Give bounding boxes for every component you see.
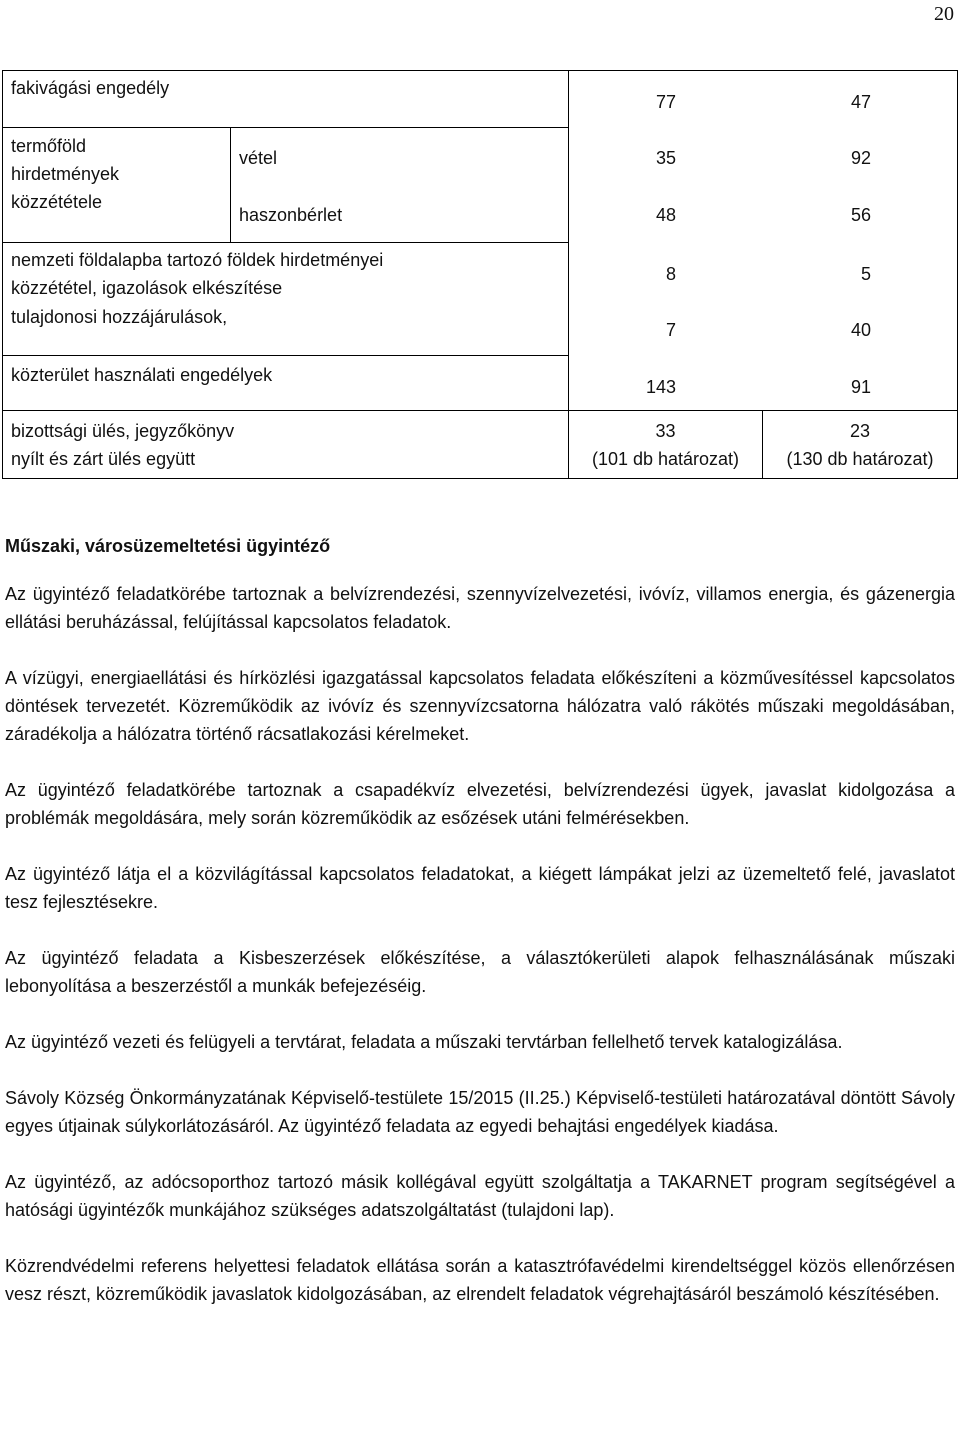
value-bizottsagi-b-note: (130 db határozat) bbox=[786, 449, 934, 469]
row-label-termofold-1: termőföld bbox=[11, 136, 87, 156]
paragraph: A vízügyi, energiaellátási és hírközlési igazgatással kapcsolatos feladata előkészíteni a közművesítéssel kapcsolatos döntések tervezetét. Közreműködik az ivóvíz és szennyvízcsatorna hálózatra való rákötés műszaki megoldásában, záradékolja a hálózatra történő rácsatlakozási kérelmeket. bbox=[5, 668, 955, 744]
row-label-bizottsagi-1: bizottsági ülés, jegyzőkönyv bbox=[11, 421, 235, 441]
table-rule bbox=[2, 478, 958, 479]
value-fakivagas-b: 47 bbox=[850, 92, 871, 112]
value-haszonberlet-b: 56 bbox=[850, 205, 871, 225]
row-label-termofold-2: hirdetmények bbox=[11, 164, 120, 184]
row-label-tulajdonosi: tulajdonosi hozzájárulások, bbox=[11, 307, 228, 327]
value-nemzeti-b: 5 bbox=[860, 264, 871, 284]
value-vetel-a: 35 bbox=[655, 148, 676, 168]
table-rule bbox=[2, 70, 3, 479]
row-label-vetel: vétel bbox=[239, 148, 278, 168]
paragraph: Az ügyintéző feladata a Kisbeszerzések előkészítése, a választókerületi alapok felhasználásának műszaki lebonyolítása a beszerzéstől a munkák befejezéséig. bbox=[5, 948, 955, 996]
value-tulajdonosi-a: 7 bbox=[665, 320, 676, 340]
value-tulajdonosi-b: 40 bbox=[850, 320, 871, 340]
table-rule bbox=[2, 70, 958, 71]
paragraph: Az ügyintéző vezeti és felügyeli a tervtárat, feladata a műszaki tervtárban fellelhető tervek katalogizálása. bbox=[5, 1032, 843, 1052]
value-bizottsagi-b-count: 23 bbox=[849, 421, 871, 441]
statistics-table bbox=[2, 70, 958, 478]
table-rule bbox=[2, 242, 568, 243]
row-label-termofold-3: közzététele bbox=[11, 192, 103, 212]
paragraph: Közrendvédelmi referens helyettesi feladatok ellátása során a katasztrófavédelmi kirendeltséggel közös ellenőrzésen vesz részt, közreműködik javaslatok kidolgozásában, az elrendelt feladatok végrehajtásáról beszámoló készítésében. bbox=[5, 1256, 955, 1304]
value-kozterulet-b: 91 bbox=[850, 377, 871, 397]
row-label-fakivagas: fakivágási engedély bbox=[11, 78, 170, 98]
paragraph: Az ügyintéző, az adócsoporthoz tartozó másik kollégával együtt szolgáltatja a TAKARNET program segítségével a hatósági ügyintézők munkájához szükséges adatszolgáltatást (tulajdoni lap). bbox=[5, 1172, 955, 1220]
value-kozterulet-a: 143 bbox=[645, 377, 676, 397]
value-haszonberlet-a: 48 bbox=[655, 205, 676, 225]
row-label-nemzeti-1: nemzeti földalapba tartozó földek hirdetményei bbox=[11, 250, 384, 270]
row-label-nemzeti-2: közzététel, igazolások elkészítése bbox=[11, 278, 283, 298]
value-vetel-b: 92 bbox=[850, 148, 871, 168]
value-bizottsagi-a-count: 33 bbox=[655, 421, 676, 441]
row-label-bizottsagi-2: nyílt és zárt ülés együtt bbox=[11, 449, 196, 469]
paragraph: Sávoly Község Önkormányzatának Képviselő-testülete 15/2015 (II.25.) Képviselő-testületi határozatával döntött Sávoly egyes útjainak súlykorlátozásáról. Az ügyintéző feladata az egyedi behajtási engedélyek kiadása. bbox=[5, 1088, 955, 1136]
table-rule bbox=[957, 70, 958, 479]
value-nemzeti-a: 8 bbox=[665, 264, 676, 284]
table-rule bbox=[2, 127, 568, 128]
row-label-kozterulet: közterület használati engedélyek bbox=[11, 365, 273, 385]
table-rule bbox=[2, 410, 958, 411]
page-number: 20 bbox=[934, 3, 954, 25]
paragraph: Az ügyintéző feladatkörébe tartoznak a belvízrendezési, szennyvízelvezetési, ivóvíz, villamos energia, és gázenergia ellátási beruházással, felújítással kapcsolatos feladatok. bbox=[5, 584, 955, 632]
table-rule bbox=[230, 127, 231, 243]
paragraph: Az ügyintéző feladatkörébe tartoznak a csapadékvíz elvezetési, belvízrendezési ügyek, javaslat kidolgozása a problémák megoldására, mely során közreműködik az esőzések utáni felmérésekben. bbox=[5, 780, 955, 828]
paragraph: Az ügyintéző látja el a közvilágítással kapcsolatos feladatokat, a kiégett lámpákat jelzi az üzemeltető felé, javaslatot tesz fejlesztésekre. bbox=[5, 864, 955, 912]
value-bizottsagi-a-note: (101 db határozat) bbox=[591, 449, 740, 469]
section-body bbox=[5, 532, 955, 1336]
value-fakivagas-a: 77 bbox=[655, 92, 676, 112]
table-rule bbox=[2, 355, 568, 356]
row-label-haszonberlet: haszonbérlet bbox=[239, 205, 343, 225]
section-heading: Műszaki, városüzemeltetési ügyintéző bbox=[5, 536, 331, 556]
